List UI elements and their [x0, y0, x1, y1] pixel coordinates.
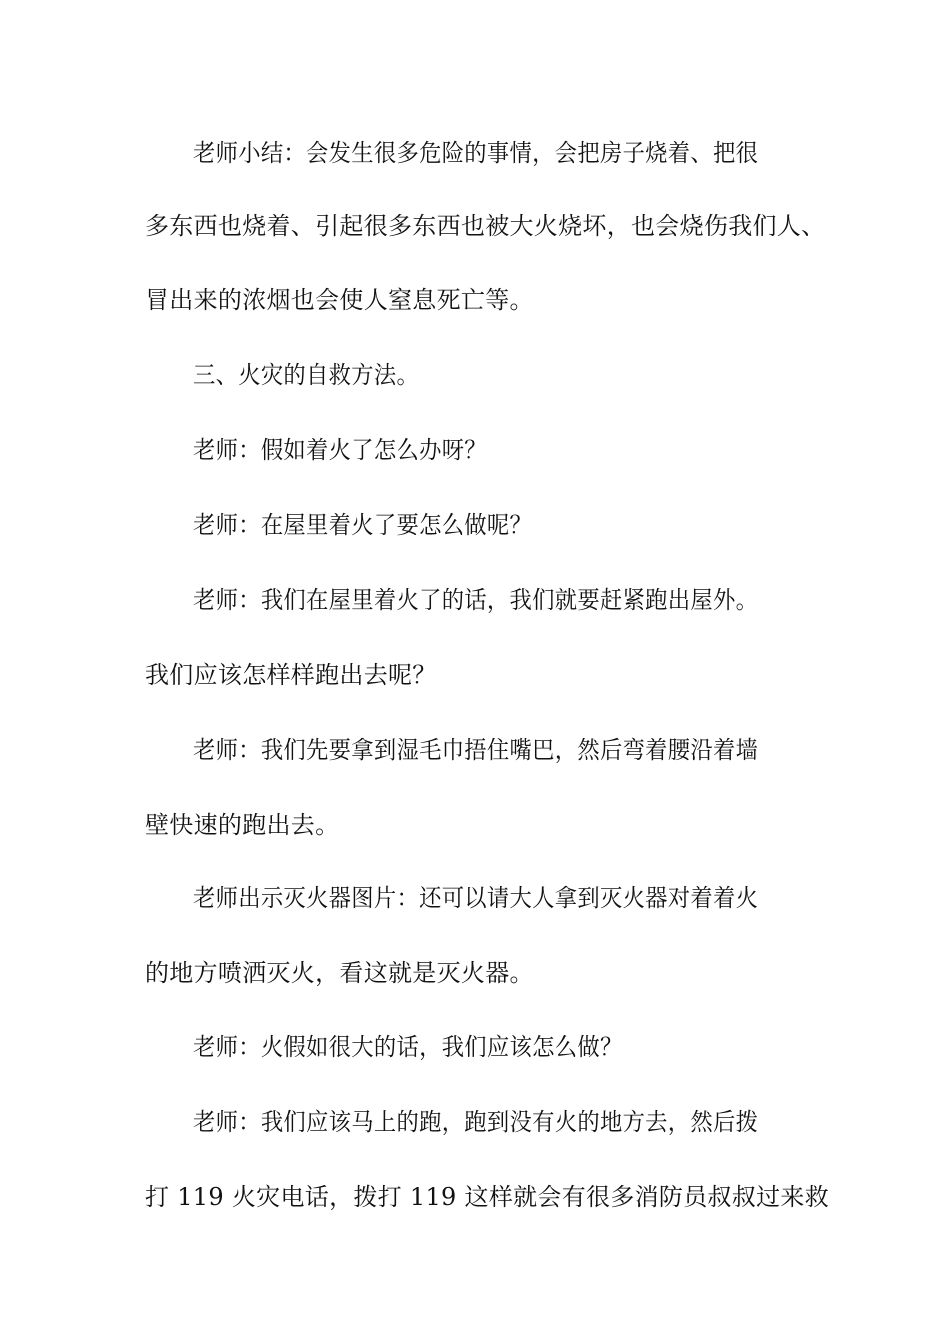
paragraph-line: 多东西也烧着、引起很多东西也被大火烧坏，也会烧伤我们人、 [145, 212, 826, 240]
paragraph-line: 打 119 火灾电话，拨打 119 这样就会有很多消防员叔叔过来救 [145, 1183, 830, 1211]
paragraph-line: 我们应该怎样样跑出去呢？ [145, 661, 437, 689]
paragraph-line: 老师：在屋里着火了要怎么做呢？ [193, 511, 533, 539]
paragraph-line: 老师小结：会发生很多危险的事情，会把房子烧着、把很 [193, 139, 759, 167]
paragraph-line: 老师出示灭火器图片：还可以请大人拿到灭火器对着着火 [193, 884, 759, 912]
paragraph-line: 冒出来的浓烟也会使人窒息死亡等。 [145, 286, 534, 314]
paragraph-line: 老师：火假如很大的话，我们应该怎么做？ [193, 1033, 623, 1061]
paragraph-line: 老师：我们应该马上的跑，跑到没有火的地方去，然后拨 [193, 1108, 759, 1136]
paragraph-line: 的地方喷洒灭火，看这就是灭火器。 [145, 959, 534, 987]
paragraph-line: 老师：假如着火了怎么办呀？ [193, 436, 487, 464]
paragraph-line: 老师：我们在屋里着火了的话，我们就要赶紧跑出屋外。 [193, 586, 759, 614]
section-heading: 三、火灾的自救方法。 [193, 361, 420, 389]
paragraph-line: 壁快速的跑出去。 [145, 811, 340, 839]
paragraph-line: 老师：我们先要拿到湿毛巾捂住嘴巴，然后弯着腰沿着墙 [193, 736, 759, 764]
